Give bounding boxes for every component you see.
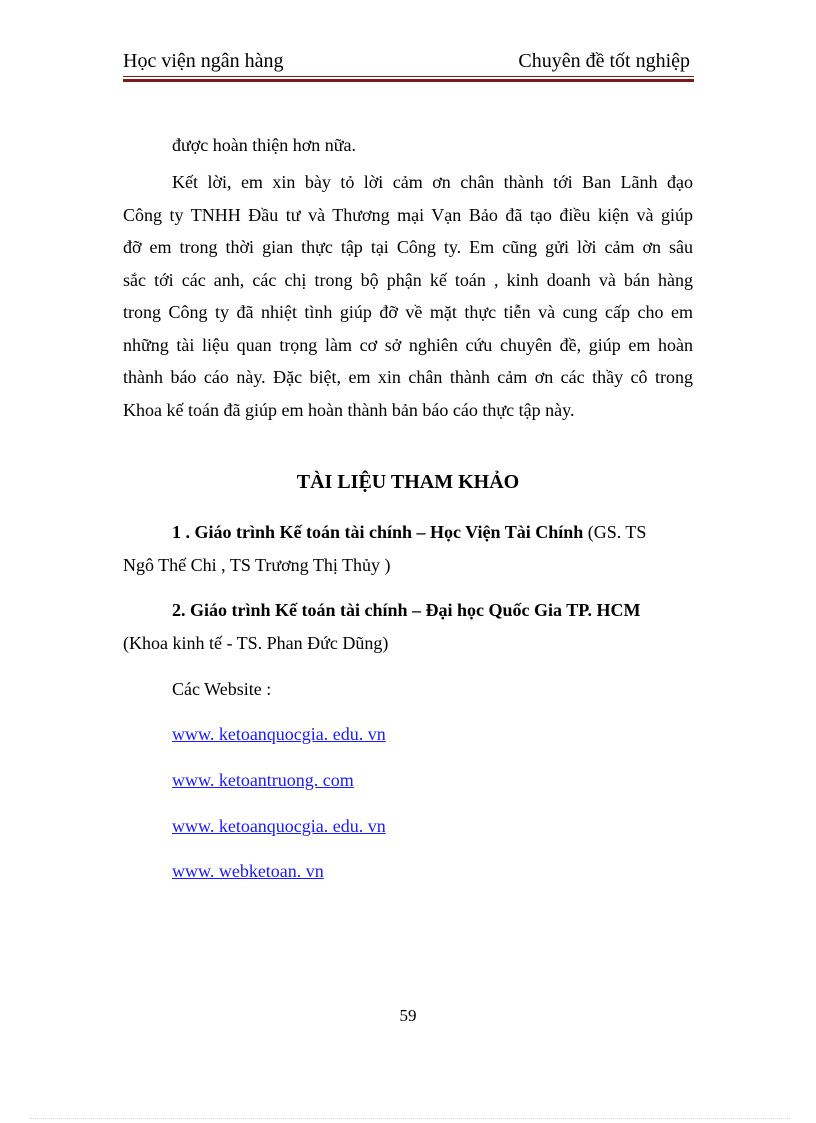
reference-authors: Ngô Thế Chi , TS Trương Thị Thủy ): [123, 555, 391, 575]
page-number: 59: [399, 1006, 417, 1025]
website-link[interactable]: www. webketoan. vn: [172, 861, 324, 881]
paragraph-continuation: [123, 129, 693, 162]
header-rule-thin: [123, 76, 694, 77]
reference-title: 1 . Giáo trình Kế toán tài chính – Học Viện Tài Chính: [172, 522, 584, 542]
paragraph-line: đỡ em trong thời gian thực tập tại Công ty. Em cũng gửi lời cảm ơn sâu: [123, 237, 693, 257]
paragraph-line: Khoa kế toán đã giúp em hoàn thành bản báo cáo thực tập này.: [123, 399, 575, 420]
header-document-type: Chuyên đề tốt nghiệp: [518, 50, 690, 72]
header-rule-thick: [123, 79, 694, 82]
websites-label: Các Website :: [172, 679, 272, 699]
reference-title: 2. Giáo trình Kế toán tài chính – Đại học Quốc Gia TP. HCM: [172, 600, 641, 620]
website-link[interactable]: www. ketoanquocgia. edu. vn: [172, 816, 386, 836]
acknowledgement-paragraph: [123, 166, 693, 426]
website-link[interactable]: www. ketoantruong. com: [172, 770, 354, 790]
reference-authors: (Khoa kinh tế - TS. Phan Đức Dũng): [123, 633, 389, 653]
page-edge-divider: [30, 1118, 790, 1119]
page-header: [123, 46, 694, 82]
reference-item: [123, 516, 693, 582]
paragraph-line: Kết lời, em xin bày tỏ lời cảm ơn chân thành tới Ban Lãnh đạo: [172, 172, 693, 192]
reference-line: [123, 516, 693, 549]
paragraph-line: sắc tới các anh, các chị trong bộ phận kế toán , kinh doanh và bán hàng: [123, 269, 693, 290]
paragraph-line: những tài liệu quan trọng làm cơ sở nghiên cứu chuyên đề, giúp em hoàn: [123, 334, 693, 355]
paragraph-line: thành báo cáo này. Đặc biệt, em xin chân thành cảm ơn các thầy cô trong: [123, 367, 693, 387]
paragraph-line: Công ty TNHH Đầu tư và Thương mại Vạn Bảo đã tạo điều kiện và giúp: [123, 204, 693, 225]
reference-item: [123, 594, 693, 660]
paragraph-text: được hoàn thiện hơn nữa.: [172, 135, 357, 155]
references-heading: TÀI LIỆU THAM KHẢO: [296, 471, 520, 493]
paragraph-line: trong Công ty đã nhiệt tình giúp đỡ về mặt thực tiễn và cung cấp cho em: [123, 302, 693, 322]
header-institution: Học viện ngân hàng: [123, 50, 284, 72]
website-link[interactable]: www. ketoanquocgia. edu. vn: [172, 724, 386, 744]
reference-line: [123, 594, 693, 627]
reference-authors-start: (GS. TS: [583, 522, 647, 542]
